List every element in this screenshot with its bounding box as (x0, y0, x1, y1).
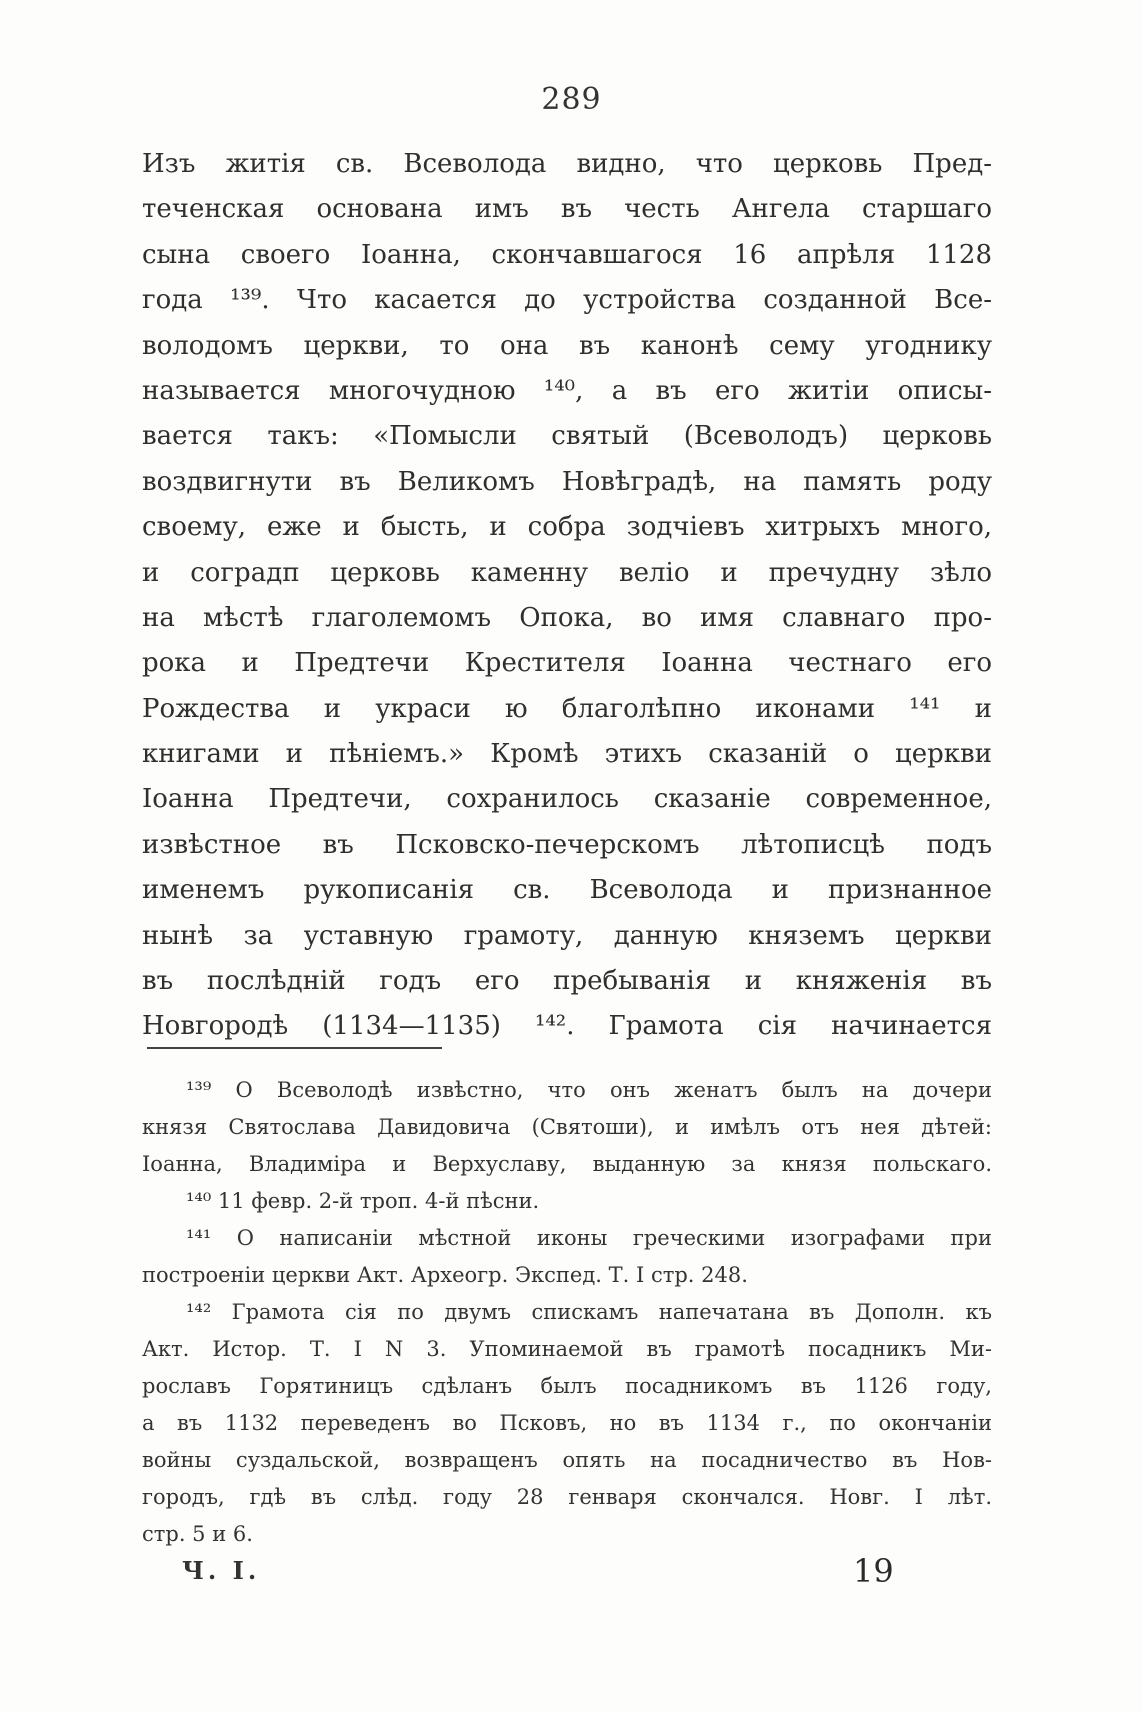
body-line: Рождества и украси ю благолѣпно иконами ¹⁴¹ и (142, 693, 992, 724)
footnote-line: стр. 5 и 6. (142, 1522, 253, 1546)
main-text (142, 142, 992, 1050)
footnote-line: ¹⁴⁰ 11 февр. 2-й троп. 4-й пѣсни. (186, 1189, 540, 1213)
footnote-141 (142, 1220, 992, 1294)
footnote-line: ¹⁴¹ О написаніи мѣстной иконы греческими изографами при (186, 1226, 992, 1250)
footnotes (142, 1072, 992, 1553)
body-line: года ¹³⁹. Что касается до устройства созданной Все- (142, 285, 992, 316)
footnote-line: войны суздальской, возвращенъ опять на посадничество въ Нов- (142, 1448, 992, 1472)
body-line: сына своего Іоанна, скончавшагося 16 апрѣля 1128 (142, 239, 992, 270)
body-line: своему, еже и бысть, и собра зодчіевъ хитрыхъ много, (142, 512, 992, 543)
footnote-line: ¹³⁹ О Всеволодѣ извѣстно, что онъ женатъ былъ на дочери (186, 1078, 992, 1102)
body-line: воздвигнути въ Великомъ Новѣградѣ, на память роду (142, 466, 992, 497)
body-line: Новгородѣ (1134—1135) ¹⁴². Грамота сія начинается (142, 1011, 992, 1042)
body-line: книгами и пѣніемъ.» Кромѣ этихъ сказаній о церкви (142, 739, 992, 770)
body-line: Іоанна Предтечи, сохранилось сказаніе современное, (142, 784, 992, 815)
footnote-line: князя Святослава Давидовича (Святоши), и имѣлъ отъ нея дѣтей: (142, 1115, 992, 1139)
footnote-142 (142, 1294, 992, 1553)
printer-signature: Ч. I. (182, 1556, 261, 1585)
sheet-number: 19 (853, 1552, 894, 1590)
footnote-140 (142, 1183, 992, 1220)
body-line: извѣстное въ Псковско-печерскомъ лѣтописцѣ подъ (142, 829, 992, 860)
body-line: нынѣ за уставную грамоту, данную княземъ церкви (142, 920, 992, 951)
body-line: называется многочудною ¹⁴⁰, а въ его житіи описы- (142, 375, 992, 406)
body-line: и соградп церковь каменну веліо и пречудну зѣло (142, 557, 992, 588)
body-line: въ послѣдній годъ его пребыванія и княженія въ (142, 966, 992, 997)
footnote-line: построеніи церкви Акт. Археогр. Экспед. Т. I стр. 248. (142, 1263, 748, 1287)
footnote-separator (147, 1047, 442, 1049)
body-line: вается такъ: «Помысли святый (Всеволодъ) церковь (142, 421, 992, 452)
body-line: володомъ церкви, то она въ канонѣ сему угоднику (142, 330, 992, 361)
footnote-line: а въ 1132 переведенъ во Псковъ, но въ 1134 г., по окончаніи (142, 1411, 992, 1435)
page-number: 289 (541, 82, 602, 117)
body-line: рока и Предтечи Крестителя Іоанна честнаго его (142, 648, 992, 679)
footnote-139 (142, 1072, 992, 1183)
body-line: теченская основана имъ въ честь Ангела старшаго (142, 194, 992, 225)
footnote-line: городъ, гдѣ въ слѣд. году 28 генваря скончался. Новг. I лѣт. (142, 1485, 992, 1509)
body-line: именемъ рукописанія св. Всеволода и признанное (142, 875, 992, 906)
footnote-line: ¹⁴² Грамота сія по двумъ спискамъ напечатана въ Дополн. къ (186, 1300, 992, 1324)
footnote-line: Акт. Истор. Т. I N 3. Упоминаемой въ грамотѣ посадникъ Ми- (142, 1337, 992, 1361)
body-line: на мѣстѣ глаголемомъ Опока, во имя славнаго про- (142, 602, 992, 633)
body-line: Изъ житія св. Всеволода видно, что церковь Пред- (142, 149, 992, 179)
footnote-line: рославъ Горятиницъ сдѣланъ былъ посадникомъ въ 1126 году, (142, 1374, 992, 1398)
footnote-line: Іоанна, Владиміра и Верхуславу, выданную за князя польскаго. (142, 1152, 992, 1176)
